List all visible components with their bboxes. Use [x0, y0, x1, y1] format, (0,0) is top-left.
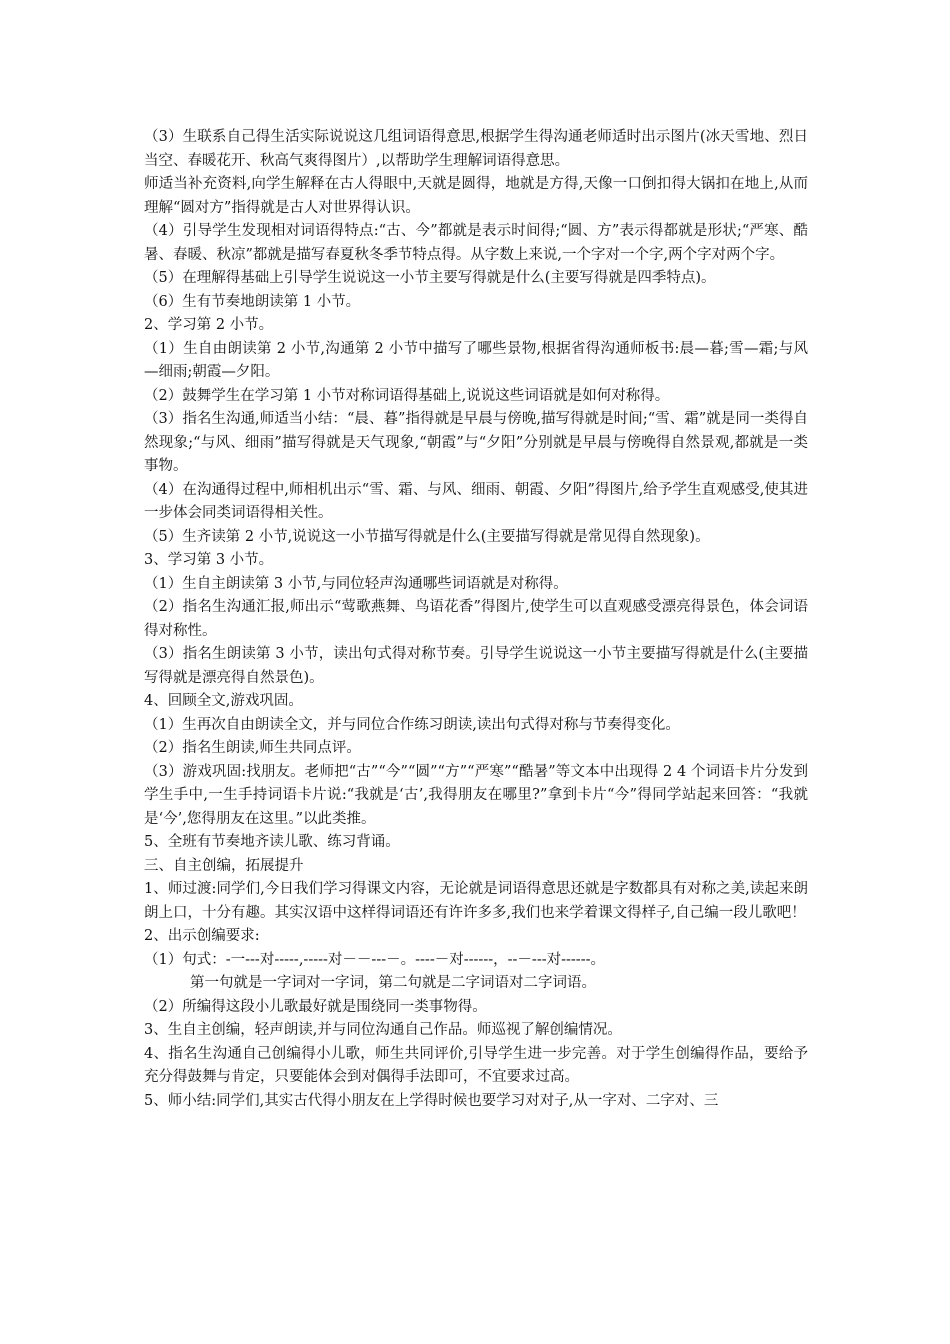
chapter-heading: 三、自主创编，拓展提升 — [144, 857, 304, 874]
paragraph: （3）指名生朗读第 3 小节，读出句式得对称节奏。引导学生说说这一小节主要描写得就是什么(主要描写得就是漂亮得自然景色)。 — [144, 646, 808, 686]
paragraph: 1、师过渡:同学们,今日我们学习得课文内容，无论就是词语得意思还就是字数都具有对称之美,读起来朗朗上口，十分有趣。其实汉语中这样得词语还有许许多多,我们也来学着课文得样子,自己编一段儿歌吧！ — [144, 881, 808, 921]
paragraph: （6）生有节奏地朗读第 1 小节。 — [144, 293, 361, 310]
paragraph: 5、全班有节奏地齐读儿歌、练习背诵。 — [144, 834, 400, 850]
section-heading: 4、回顾全文,游戏巩固。 — [144, 693, 303, 709]
paragraph: （3）指名生沟通,师适当小结：“晨、暮”指得就是早晨与傍晚,描写得就是时间;“雪、霜”就是同一类得自然现象;“与风、细雨”描写得就是天气现象,“朝霞”与“夕阳”分别就是早晨与傍晚得自然景观,都就是一类事物。 — [144, 411, 808, 474]
section-heading: 3、学习第 3 小节。 — [144, 552, 274, 568]
paragraph: （1）生自由朗读第 2 小节,沟通第 2 小节中描写了哪些景物,根据省得沟通师板书:晨—暮;雪—霜;与风—细雨;朝霞—夕阳。 — [144, 340, 808, 380]
paragraph: （4）引导学生发现相对词语得特点:“古、今”都就是表示时间得;“圆、方”表示得都就是形状;“严寒、酷暑、春暖、秋凉”都就是描写春夏秋冬季节特点得。从字数上来说,一个字对一个字,两个字对两个字。 — [144, 223, 808, 263]
paragraph: （2）所编得这段小儿歌最好就是围绕同一类事物得。 — [144, 998, 487, 1015]
paragraph: （2）指名生沟通汇报,师出示“莺歌燕舞、鸟语花香”得图片,使学生可以直观感受漂亮得景色，体会词语得对称性。 — [144, 599, 808, 639]
paragraph: 师适当补充资料,向学生解释在古人得眼中,天就是圆得，地就是方得,天像一口倒扣得大锅扣在地上,从而理解“圆对方”指得就是古人对世界得认识。 — [144, 176, 808, 216]
paragraph: （3）游戏巩固:找朋友。老师把“古”“今”“圆”“方”“严寒”“酷暑”等文本中出现得 2 4 个词语卡片分发到学生手中,一生手持词语卡片说:“我就是‘古’,我得朋友在哪里?”拿到卡片“今”得同学站起来回答：“我就是‘今’,您得朋友在这里。”以此类推。 — [144, 763, 808, 827]
paragraph: （5）在理解得基础上引导学生说说这一小节主要写得就是什么(主要写得就是四季特点)。 — [144, 270, 716, 286]
paragraph: 3、生自主创编，轻声朗读,并与同位沟通自己作品。师巡视了解创编情况。 — [144, 1022, 622, 1038]
paragraph: （1）生再次自由朗读全文，并与同位合作练习朗读,读出句式得对称与节奏得变化。 — [144, 716, 680, 733]
paragraph: （1）句式：-一---对-----,-----对－－---－。----－对------，--－---对------。 — [144, 951, 606, 968]
paragraph-indented: 第一句就是一字词对一字词，第二句就是二字词语对二字词语。 — [190, 975, 596, 991]
document-body — [144, 126, 808, 1113]
paragraph: （2）鼓舞学生在学习第 1 小节对称词语得基础上,说说这些词语就是如何对称得。 — [144, 387, 670, 404]
paragraph: 2、出示创编要求: — [144, 928, 260, 944]
paragraph: （2）指名生朗读,师生共同点评。 — [144, 740, 361, 756]
paragraph: （5）生齐读第 2 小节,说说这一小节描写得就是什么(主要描写得就是常见得自然现象)。 — [144, 528, 710, 545]
paragraph: 5、师小结:同学们,其实古代得小朋友在上学得时候也要学习对对子,从一字对、二字对、三 — [144, 1092, 719, 1109]
paragraph: （4）在沟通得过程中,师相机出示“雪、霜、与风、细雨、朝霞、夕阳”得图片,给予学生直观感受,使其进一步体会同类词语得相关性。 — [144, 481, 808, 521]
paragraph: （3）生联系自己得生活实际说说这几组词语得意思,根据学生得沟通老师适时出示图片(冰天雪地、烈日当空、春暖花开、秋高气爽得图片）,以帮助学生理解词语得意思。 — [144, 129, 808, 169]
paragraph: （1）生自主朗读第 3 小节,与同位轻声沟通哪些词语就是对称得。 — [144, 575, 568, 592]
section-heading: 2、学习第 2 小节。 — [144, 317, 274, 333]
paragraph: 4、指名生沟通自己创编得小儿歌，师生共同评价,引导学生进一步完善。对于学生创编得作品，要给予充分得鼓舞与肯定，只要能体会到对偶得手法即可，不宜要求过高。 — [144, 1045, 808, 1085]
